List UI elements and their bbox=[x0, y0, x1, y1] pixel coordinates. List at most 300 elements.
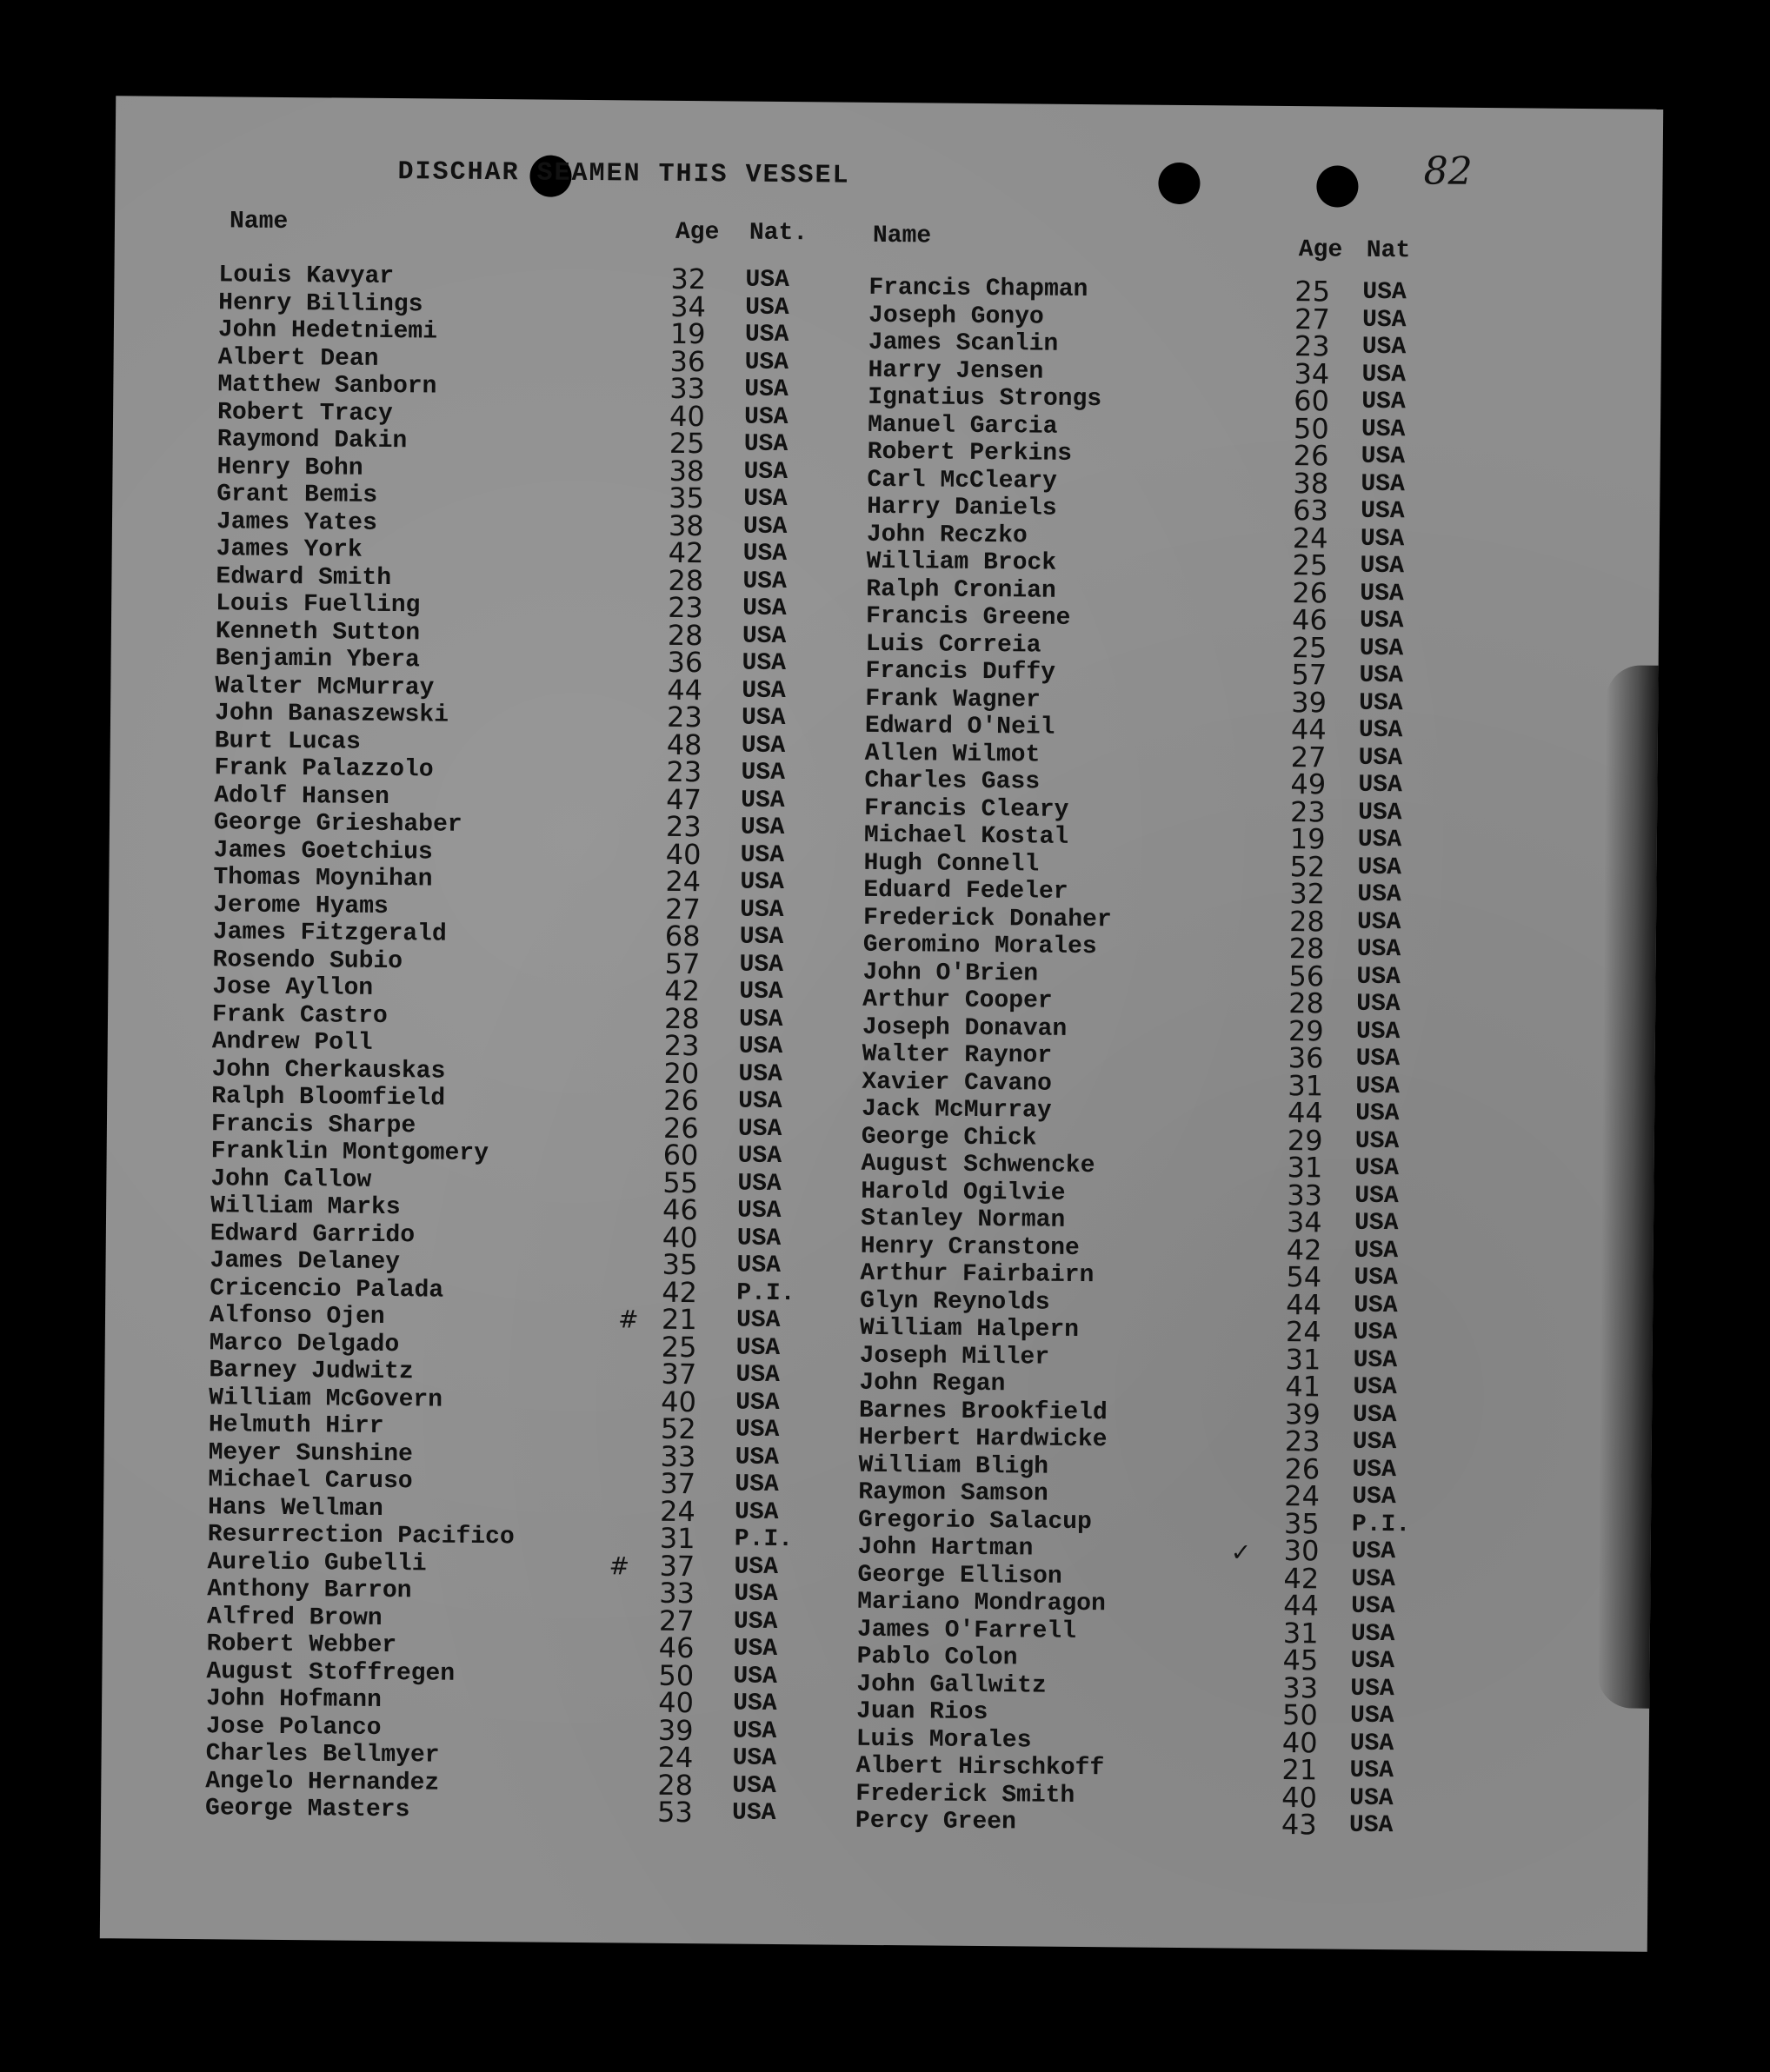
seaman-nationality: USA bbox=[742, 594, 787, 623]
right-seamen-list bbox=[855, 274, 1411, 1842]
seaman-age: 26 bbox=[662, 1111, 699, 1145]
seaman-nationality: USA bbox=[735, 1306, 781, 1334]
seaman-nationality: USA bbox=[1359, 689, 1403, 717]
seaman-name: Franklin Montgomery bbox=[210, 1138, 489, 1168]
seaman-nationality: P.I. bbox=[1351, 1511, 1411, 1538]
seaman-name: Francis Greene bbox=[865, 602, 1071, 632]
seaman-nationality: USA bbox=[1361, 333, 1407, 362]
seaman-name: John O'Brien bbox=[862, 959, 1039, 988]
seaman-name: Alfred Brown bbox=[206, 1603, 383, 1632]
seaman-nationality: USA bbox=[1356, 935, 1401, 964]
seaman-nationality: USA bbox=[737, 1142, 782, 1171]
seaman-age: 24 bbox=[1285, 1315, 1321, 1349]
seaman-nationality: USA bbox=[1356, 908, 1401, 936]
seaman-name: Joseph Donavan bbox=[862, 1013, 1068, 1043]
seaman-name: Carl McCleary bbox=[867, 466, 1058, 495]
seaman-nationality: USA bbox=[736, 1252, 782, 1279]
seaman-nationality: USA bbox=[744, 375, 789, 404]
seaman-nationality: USA bbox=[738, 1087, 782, 1116]
seaman-nationality: USA bbox=[744, 321, 789, 349]
seaman-name: Jack McMurray bbox=[862, 1095, 1052, 1125]
seaman-name: John Callow bbox=[210, 1165, 372, 1194]
seaman-nationality: P.I. bbox=[734, 1525, 794, 1554]
seaman-age: 19 bbox=[669, 316, 706, 351]
seaman-name: James O'Farrell bbox=[856, 1616, 1077, 1645]
seaman-name: Manuel Garcia bbox=[867, 411, 1058, 441]
seaman-age: 40 bbox=[665, 837, 702, 871]
seaman-age: 29 bbox=[1288, 1013, 1324, 1047]
seaman-name: Jose Ayllon bbox=[212, 973, 374, 1002]
header-age-right: Age bbox=[1298, 236, 1343, 264]
seaman-name: Albert Hirschkoff bbox=[855, 1752, 1105, 1783]
seaman-name: George Ellison bbox=[857, 1561, 1062, 1591]
seaman-age: 42 bbox=[664, 973, 701, 1008]
seaman-nationality: USA bbox=[1359, 661, 1404, 690]
seaman-nationality: USA bbox=[1349, 1730, 1394, 1757]
seaman-age: 26 bbox=[663, 1083, 700, 1118]
seaman-age: 46 bbox=[1291, 603, 1328, 637]
seaman-name: Adolf Hansen bbox=[214, 781, 390, 811]
seaman-nationality: USA bbox=[1353, 1346, 1398, 1374]
seaman-age: 28 bbox=[1288, 904, 1325, 938]
seaman-age: 35 bbox=[662, 1247, 698, 1282]
seaman-name: Edward O'Neil bbox=[864, 712, 1055, 741]
seaman-name: Anthony Barron bbox=[207, 1576, 412, 1605]
seaman-age: 23 bbox=[1289, 794, 1327, 828]
seaman-nationality: USA bbox=[1360, 525, 1405, 553]
seaman-age: 42 bbox=[662, 1275, 698, 1309]
seaman-age: 44 bbox=[1290, 713, 1327, 747]
seaman-name: Thomas Moynihan bbox=[213, 864, 433, 893]
seaman-nationality: USA bbox=[740, 868, 784, 897]
seaman-age: 41 bbox=[1285, 1370, 1321, 1404]
seaman-age: 56 bbox=[1288, 959, 1325, 993]
seaman-name: Xavier Cavano bbox=[862, 1068, 1052, 1098]
seaman-age: 40 bbox=[662, 1220, 698, 1254]
seaman-nationality: USA bbox=[741, 787, 785, 814]
seaman-name: John Gallwitz bbox=[856, 1670, 1047, 1700]
seaman-age: 28 bbox=[668, 563, 704, 597]
seaman-name: James Yates bbox=[216, 508, 377, 537]
seaman-name: Robert Perkins bbox=[867, 438, 1073, 468]
seaman-age: 50 bbox=[1293, 411, 1329, 445]
seaman-nationality: USA bbox=[732, 1772, 776, 1800]
seaman-nationality: USA bbox=[732, 1744, 777, 1772]
seaman-nationality: USA bbox=[1359, 607, 1404, 635]
seaman-age: 25 bbox=[669, 426, 705, 461]
seaman-age: 54 bbox=[1286, 1260, 1322, 1294]
seaman-age: 23 bbox=[665, 809, 702, 844]
seaman-name: John Hartman bbox=[857, 1533, 1034, 1563]
annotation-mark: # bbox=[617, 1305, 639, 1334]
seaman-name: Henry Cranstone bbox=[860, 1232, 1080, 1262]
seaman-nationality: USA bbox=[1351, 1537, 1396, 1566]
seaman-name: Jose Polanco bbox=[205, 1712, 382, 1742]
seaman-nationality: USA bbox=[1354, 1292, 1398, 1319]
seaman-age: 23 bbox=[1284, 1424, 1321, 1458]
seaman-nationality: USA bbox=[734, 1498, 779, 1526]
seaman-name: Ignatius Strongs bbox=[868, 383, 1102, 414]
seaman-name: Mariano Mondragon bbox=[857, 1588, 1106, 1618]
seaman-age: 24 bbox=[1292, 521, 1328, 555]
seaman-nationality: USA bbox=[1359, 634, 1404, 662]
seaman-age: 43 bbox=[1281, 1808, 1317, 1842]
seaman-age: 57 bbox=[1291, 658, 1328, 692]
seaman-age: 40 bbox=[658, 1685, 695, 1720]
header-name-right: Name bbox=[872, 222, 932, 250]
seaman-age: 33 bbox=[659, 1576, 695, 1610]
seaman-name: Frank Palazzolo bbox=[214, 754, 434, 784]
seaman-name: Joseph Miller bbox=[859, 1342, 1050, 1371]
seaman-age: 34 bbox=[670, 289, 707, 323]
seaman-age: 42 bbox=[1286, 1232, 1322, 1266]
seaman-age: 35 bbox=[669, 481, 705, 515]
seaman-name: Luis Morales bbox=[855, 1725, 1032, 1755]
seaman-nationality: USA bbox=[739, 923, 784, 952]
seaman-age: 23 bbox=[666, 754, 702, 789]
seaman-age: 42 bbox=[1283, 1561, 1320, 1595]
seaman-nationality: USA bbox=[1350, 1675, 1394, 1703]
seaman-nationality: USA bbox=[1351, 1592, 1395, 1621]
seaman-nationality: USA bbox=[739, 978, 783, 1006]
seaman-age: 34 bbox=[1286, 1205, 1322, 1239]
seaman-nationality: USA bbox=[742, 622, 787, 650]
seaman-name: Robert Webber bbox=[206, 1630, 397, 1660]
seaman-age: 48 bbox=[666, 727, 702, 761]
seaman-age: 38 bbox=[1293, 466, 1329, 500]
seaman-name: Edward Smith bbox=[216, 562, 392, 592]
seaman-nationality: USA bbox=[1354, 1127, 1400, 1155]
seaman-name: George Grieshaber bbox=[213, 809, 462, 839]
seaman-name: Rosendo Subio bbox=[212, 946, 403, 975]
seaman-name: Herbert Hardwicke bbox=[858, 1424, 1108, 1454]
seaman-nationality: USA bbox=[1356, 963, 1401, 991]
seaman-age: 25 bbox=[1292, 548, 1328, 582]
seaman-nationality: USA bbox=[731, 1799, 776, 1827]
seaman-nationality: USA bbox=[1355, 1045, 1401, 1073]
seaman-name: John Reczko bbox=[866, 521, 1028, 549]
seaman-age: 33 bbox=[1282, 1670, 1319, 1704]
seaman-nationality: USA bbox=[1353, 1373, 1397, 1402]
seaman-age: 40 bbox=[661, 1385, 697, 1418]
left-seamen-list bbox=[204, 262, 795, 1830]
seaman-nationality: USA bbox=[743, 430, 789, 459]
seaman-nationality: USA bbox=[741, 759, 786, 787]
seaman-age: 44 bbox=[667, 673, 703, 707]
seaman-age: 57 bbox=[664, 946, 701, 980]
annotation-mark: ✓ bbox=[1230, 1537, 1252, 1567]
seaman-nationality: USA bbox=[1356, 990, 1401, 1019]
seaman-name: Ralph Bloomfield bbox=[211, 1083, 446, 1112]
seaman-name: Harry Jensen bbox=[868, 356, 1044, 386]
seaman-nationality: USA bbox=[1352, 1428, 1397, 1457]
seaman-age: 38 bbox=[668, 508, 704, 542]
seaman-age: 37 bbox=[661, 1357, 697, 1391]
seaman-nationality: USA bbox=[1361, 306, 1407, 334]
seaman-age: 46 bbox=[658, 1630, 695, 1665]
header-nat-right: Nat bbox=[1366, 236, 1411, 265]
seaman-age: 47 bbox=[666, 782, 702, 816]
seaman-name: George Chick bbox=[861, 1123, 1037, 1152]
seaman-age: 24 bbox=[665, 864, 702, 899]
seaman-age: 52 bbox=[1289, 849, 1326, 883]
seaman-name: Luis Correia bbox=[865, 630, 1041, 660]
seaman-age: 28 bbox=[663, 1001, 700, 1035]
seaman-nationality: USA bbox=[735, 1471, 779, 1498]
seaman-name: Barney Judwitz bbox=[209, 1357, 414, 1386]
seaman-nationality: USA bbox=[742, 677, 786, 705]
seaman-nationality: USA bbox=[740, 814, 785, 842]
seaman-age: 25 bbox=[661, 1330, 697, 1364]
seaman-age: 20 bbox=[663, 1056, 700, 1090]
seaman-name: Geromino Morales bbox=[862, 931, 1097, 961]
seaman-name: Meyer Sunshine bbox=[208, 1438, 414, 1468]
seaman-age: 24 bbox=[1284, 1479, 1321, 1513]
seaman-name: Frank Castro bbox=[211, 1000, 388, 1030]
seaman-age: 39 bbox=[1284, 1397, 1321, 1431]
seaman-age: 38 bbox=[669, 454, 705, 488]
seaman-name: Edward Garrido bbox=[210, 1219, 416, 1249]
seaman-name: Michael Caruso bbox=[208, 1466, 413, 1496]
seaman-nationality: USA bbox=[735, 1334, 781, 1362]
seaman-nationality: USA bbox=[1355, 1073, 1400, 1100]
seaman-nationality: USA bbox=[1361, 361, 1407, 388]
seaman-age: 36 bbox=[667, 645, 703, 680]
seaman-nationality: USA bbox=[742, 649, 787, 678]
seaman-age: 23 bbox=[663, 1028, 700, 1063]
annotation-mark: # bbox=[609, 1551, 630, 1581]
punch-hole bbox=[1158, 163, 1200, 204]
seaman-name: Alfonso Ojen bbox=[209, 1302, 385, 1332]
seaman-age: 29 bbox=[1287, 1123, 1323, 1157]
seaman-age: 63 bbox=[1293, 494, 1329, 528]
seaman-age: 33 bbox=[1287, 1178, 1323, 1212]
seaman-age: 32 bbox=[1289, 877, 1326, 911]
page-number: 82 bbox=[1423, 149, 1473, 194]
seaman-age: 52 bbox=[660, 1411, 696, 1446]
seaman-nationality: P.I. bbox=[736, 1279, 795, 1307]
seaman-nationality: USA bbox=[740, 841, 785, 869]
seaman-age: 27 bbox=[658, 1604, 695, 1637]
seaman-nationality: USA bbox=[1361, 415, 1406, 443]
seaman-name: John Banaszewski bbox=[214, 700, 449, 729]
seaman-name: John Hedetniemi bbox=[217, 316, 438, 346]
seaman-nationality: USA bbox=[741, 704, 786, 733]
seaman-age: 21 bbox=[1281, 1753, 1318, 1787]
seaman-nationality: USA bbox=[742, 513, 788, 541]
seaman-age: 24 bbox=[659, 1494, 695, 1528]
seaman-name: William Halpern bbox=[859, 1314, 1080, 1344]
seaman-nationality: USA bbox=[1360, 580, 1404, 608]
seaman-name: Henry Bohn bbox=[216, 453, 363, 482]
seaman-age: 21 bbox=[661, 1302, 697, 1337]
seaman-nationality: USA bbox=[733, 1690, 777, 1717]
seaman-nationality: USA bbox=[1354, 1099, 1400, 1128]
seaman-nationality: USA bbox=[735, 1416, 780, 1444]
seaman-name: George Masters bbox=[204, 1795, 410, 1824]
seaman-nationality: USA bbox=[735, 1361, 781, 1389]
seaman-nationality: USA bbox=[734, 1580, 778, 1608]
seaman-name: Walter Raynor bbox=[862, 1040, 1053, 1070]
seaman-name: Michael Kostal bbox=[863, 821, 1069, 851]
seaman-nationality: USA bbox=[1361, 470, 1405, 498]
seaman-nationality: USA bbox=[737, 1170, 782, 1198]
seaman-name: William McGovern bbox=[209, 1384, 443, 1414]
seaman-nationality: USA bbox=[1361, 388, 1406, 416]
seaman-age: 33 bbox=[660, 1439, 696, 1473]
seaman-age: 28 bbox=[1288, 986, 1325, 1020]
seaman-name: Stanley Norman bbox=[860, 1205, 1066, 1234]
seaman-nationality: USA bbox=[733, 1635, 778, 1663]
seaman-nationality: USA bbox=[1351, 1565, 1396, 1593]
seaman-age: 27 bbox=[1294, 302, 1330, 335]
seaman-name: Matthew Sanborn bbox=[217, 371, 437, 401]
seaman-age: 60 bbox=[662, 1138, 699, 1172]
seaman-name: Kenneth Sutton bbox=[215, 617, 421, 647]
seaman-nationality: USA bbox=[743, 403, 789, 431]
seaman-name: Aurelio Gubelli bbox=[207, 1548, 427, 1577]
seaman-name: Frederick Donaher bbox=[862, 904, 1112, 933]
seaman-nationality: USA bbox=[743, 458, 789, 486]
seaman-age: 44 bbox=[1286, 1287, 1322, 1321]
seaman-age: 31 bbox=[1288, 1068, 1324, 1102]
seaman-name: Hans Wellman bbox=[207, 1493, 383, 1523]
seaman-age: 34 bbox=[1294, 356, 1330, 390]
seaman-nationality: USA bbox=[744, 349, 789, 376]
seaman-name: Jerome Hyams bbox=[213, 891, 389, 920]
seaman-name: William Bligh bbox=[858, 1451, 1049, 1481]
seaman-nationality: USA bbox=[1362, 278, 1407, 307]
seaman-name: Burt Lucas bbox=[214, 727, 361, 756]
seaman-name: Gregorio Salacup bbox=[857, 1506, 1092, 1536]
seaman-age: 37 bbox=[659, 1549, 695, 1583]
seaman-age: 27 bbox=[664, 892, 702, 926]
seaman-name: Benjamin Ybera bbox=[215, 645, 421, 674]
seaman-name: Joseph Gonyo bbox=[868, 302, 1044, 331]
seaman-name: Frederick Smith bbox=[855, 1780, 1075, 1810]
seaman-nationality: USA bbox=[1358, 771, 1402, 800]
seaman-name: John Hofmann bbox=[206, 1685, 382, 1715]
seaman-nationality: USA bbox=[735, 1389, 780, 1417]
seaman-nationality: USA bbox=[1353, 1318, 1398, 1347]
seaman-age: 25 bbox=[1294, 275, 1331, 309]
seaman-name: Charles Bellmyer bbox=[205, 1740, 440, 1770]
seaman-age: 23 bbox=[1294, 329, 1330, 363]
seaman-nationality: USA bbox=[745, 294, 789, 322]
seaman-name: Barnes Brookfield bbox=[858, 1397, 1108, 1426]
seaman-nationality: USA bbox=[1349, 1702, 1394, 1730]
seaman-nationality: USA bbox=[1361, 497, 1405, 526]
seaman-nationality: USA bbox=[733, 1663, 777, 1690]
seaman-age: 50 bbox=[1281, 1698, 1318, 1732]
seaman-age: 40 bbox=[669, 399, 705, 433]
seaman-nationality: USA bbox=[1349, 1784, 1394, 1812]
seaman-name: Juan Rios bbox=[855, 1697, 988, 1727]
seaman-nationality: USA bbox=[745, 266, 790, 295]
seaman-name: Francis Duffy bbox=[865, 657, 1056, 687]
document-page bbox=[100, 96, 1663, 1951]
seaman-age: 31 bbox=[659, 1521, 695, 1556]
seaman-age: 26 bbox=[1284, 1451, 1321, 1485]
seaman-name: Andrew Poll bbox=[211, 1028, 373, 1057]
header-nat-left: Nat. bbox=[749, 219, 808, 248]
seaman-age: 24 bbox=[657, 1740, 694, 1775]
seaman-name: Frank Wagner bbox=[865, 685, 1041, 714]
seaman-nationality: USA bbox=[1355, 1018, 1401, 1046]
header-name-left: Name bbox=[229, 208, 289, 236]
seaman-name: John Regan bbox=[859, 1369, 1006, 1398]
seaman-age: 27 bbox=[1290, 740, 1327, 774]
seaman-name: Albert Dean bbox=[217, 343, 379, 373]
seaman-age: 31 bbox=[1285, 1342, 1321, 1376]
seaman-nationality: USA bbox=[1357, 826, 1402, 854]
seaman-name: Louis Kavyar bbox=[218, 262, 395, 291]
seaman-nationality: USA bbox=[741, 732, 786, 760]
seaman-name: Francis Sharpe bbox=[210, 1110, 416, 1139]
seaman-nationality: USA bbox=[735, 1444, 780, 1471]
seaman-age: 60 bbox=[1294, 384, 1330, 418]
seaman-nationality: USA bbox=[1354, 1264, 1399, 1292]
seaman-name: Percy Green bbox=[855, 1807, 1016, 1836]
seaman-nationality: USA bbox=[739, 951, 784, 979]
seaman-age: 33 bbox=[669, 371, 706, 406]
seaman-age: 55 bbox=[662, 1166, 699, 1199]
seaman-nationality: USA bbox=[738, 1033, 783, 1061]
seaman-nationality: USA bbox=[742, 568, 787, 595]
seaman-name: Francis Cleary bbox=[864, 794, 1069, 824]
seaman-age: 46 bbox=[662, 1192, 699, 1227]
seaman-name: William Brock bbox=[866, 548, 1057, 577]
seaman-nationality: USA bbox=[733, 1608, 778, 1636]
seaman-nationality: USA bbox=[743, 485, 788, 514]
seaman-nationality: USA bbox=[1357, 880, 1401, 909]
seaman-name: Harry Daniels bbox=[867, 493, 1057, 522]
seaman-age: 35 bbox=[1283, 1506, 1320, 1540]
seaman-nationality: USA bbox=[1348, 1811, 1394, 1840]
seaman-age: 49 bbox=[1290, 767, 1327, 801]
seaman-age: 23 bbox=[666, 700, 702, 734]
seaman-name: Pablo Colon bbox=[856, 1643, 1018, 1672]
seaman-age: 40 bbox=[1281, 1725, 1318, 1759]
seaman-nationality: USA bbox=[1354, 1209, 1399, 1238]
seaman-name: August Schwencke bbox=[861, 1150, 1095, 1180]
seaman-name: James Scanlin bbox=[868, 329, 1059, 358]
seaman-name: Marco Delgado bbox=[209, 1329, 400, 1358]
seaman-nationality: USA bbox=[738, 1006, 783, 1033]
seaman-age: 30 bbox=[1283, 1534, 1320, 1568]
seaman-name: Raymond Dakin bbox=[216, 426, 408, 455]
seaman-age: 36 bbox=[1288, 1041, 1324, 1075]
seaman-age: 32 bbox=[670, 262, 707, 296]
seaman-name: Harold Ogilvie bbox=[861, 1178, 1066, 1207]
seaman-nationality: USA bbox=[1357, 853, 1402, 881]
seaman-name: Henry Billings bbox=[218, 289, 423, 318]
seaman-name: Helmuth Hirr bbox=[208, 1411, 384, 1441]
seaman-nationality: USA bbox=[736, 1197, 782, 1225]
seaman-age: 44 bbox=[1283, 1589, 1320, 1623]
seaman-name: Glyn Reynolds bbox=[860, 1287, 1050, 1317]
seaman-name: Robert Tracy bbox=[216, 398, 393, 428]
seaman-age: 44 bbox=[1287, 1096, 1324, 1130]
seaman-name: Arthur Cooper bbox=[862, 986, 1053, 1015]
page-curl-shadow bbox=[1597, 665, 1658, 1708]
seaman-nationality: USA bbox=[742, 540, 788, 568]
seaman-name: Grant Bemis bbox=[216, 481, 378, 509]
seaman-nationality: USA bbox=[1358, 744, 1403, 772]
seaman-name: Raymon Samson bbox=[858, 1478, 1048, 1508]
seaman-age: 50 bbox=[658, 1658, 695, 1692]
header-age-left: Age bbox=[675, 218, 720, 247]
